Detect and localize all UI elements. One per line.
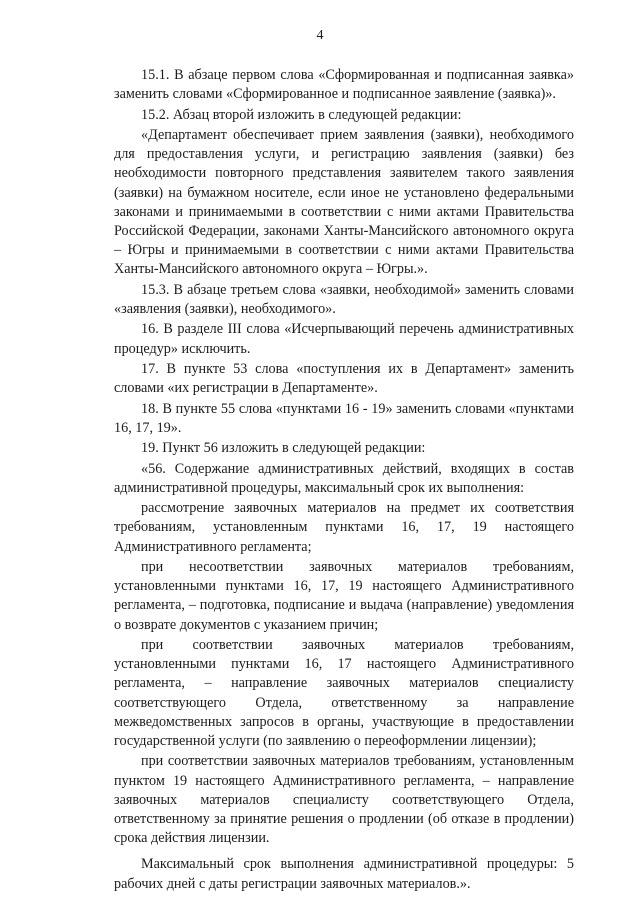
paragraph-56-match-16-17: при соответствии заявочных материалов требованиям, установленными пунктами 16, 17 настоящего Административного регламента, – направление заявочных материалов специалисту соответствующего Отдела, ответственному за направление межведомственных запросов в органы, участвующие в предоставлении государственной услуги (по заявлению о переоформлении лицензии);	[114, 636, 574, 749]
paragraph-56-max-term: Максимальный срок выполнения административной процедуры: 5 рабочих дней с даты регистрации заявочных материалов.».	[114, 856, 574, 892]
paragraph-15-2: 15.2. Абзац второй изложить в следующей редакции:	[141, 106, 462, 123]
page-number: 4	[316, 28, 324, 43]
paragraph-56-review: рассмотрение заявочных материалов на предмет их соответствия требованиям, установленным пунктами 16, 17, 19 настоящего Административного регламента;	[114, 500, 574, 555]
paragraph-56-mismatch: при несоответствии заявочных материалов требованиям, установленными пунктами 16, 17, 19 настоящего Административного регламента, – подготовка, подписание и выдача (направление) уведомления о возврате документов с указанием причин;	[114, 558, 574, 633]
paragraph-15-3: 15.3. В абзаце третьем слова «заявки, необходимой» заменить словами «заявления (заявки), необходимого».	[114, 281, 574, 317]
document-body	[114, 66, 574, 895]
paragraph-17: 17. В пункте 53 слова «поступления их в Департамент» заменить словами «их регистрации в Департаменте».	[114, 360, 574, 397]
paragraph-56-intro: «56. Содержание административных действий, входящих в состав административной процедуры, максимальный срок их выполнения:	[114, 460, 574, 496]
paragraph-15-2-quote: «Департамент обеспечивает прием заявления (заявки), необходимого для предоставления услуги, и регистрацию заявления (заявки) без необходимости повторного представления заявителем такого заявления (заявки) на бумажном носителе, если иное не установлено федеральными законами и принимаемыми в соответствии с ними актами Правительства Российской Федерации, законами Ханты-Мансийского автономного округа – Югры и принимаемыми в соответствии с ними актами Правительства Ханты-Мансийского автономного округа – Югры.».	[114, 126, 574, 278]
paragraph-56-match-19: при соответствии заявочных материалов требованиям, установленным пунктом 19 настоящего Административного регламента, – направление заявочных материалов специалисту соответствующего Отдела, ответственному за принятие решения о продлении (об отказе в продлении) срока действия лицензии.	[114, 753, 574, 847]
paragraph-19: 19. Пункт 56 изложить в следующей редакции:	[141, 440, 426, 457]
paragraph-16: 16. В разделе III слова «Исчерпывающий перечень административных процедур» исключить.	[114, 321, 574, 357]
paragraph-18: 18. В пункте 55 слова «пунктами 16 - 19» заменить словами «пунктами 16, 17, 19».	[114, 400, 574, 436]
paragraph-15-1: 15.1. В абзаце первом слова «Сформированная и подписанная заявка» заменить словами «Сформированное и подписанное заявление (заявка)».	[114, 67, 574, 103]
